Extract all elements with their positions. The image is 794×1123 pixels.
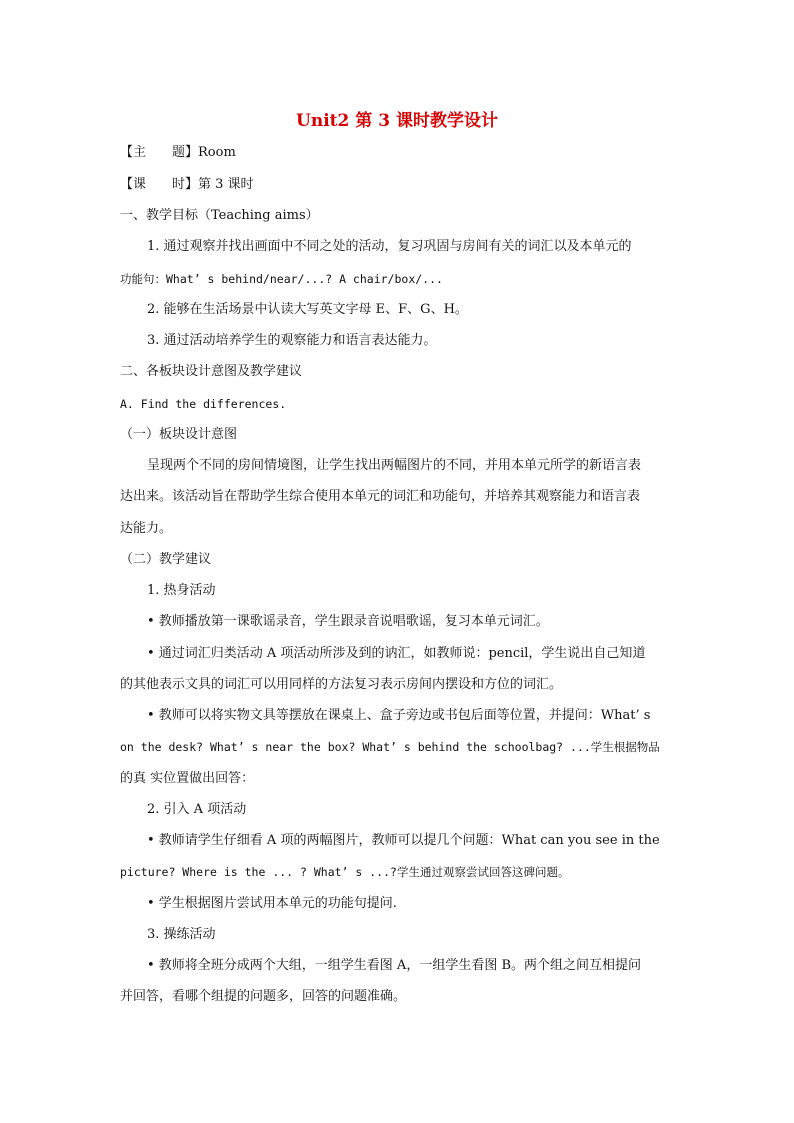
intent-paragraph-line-2: 达出来。该活动旨在帮助学生综合使用本单元的词汇和功能句，并培养其观察能力和语言表: [120, 489, 641, 504]
activity-a-heading: A. Find the differences.: [120, 397, 287, 411]
step-3-heading: 3. 操练活动: [147, 927, 216, 942]
bullet-line: • 教师将全班分成两个大组，一组学生看图 A，一组学生看图 B。两个组之间互相提问: [147, 958, 642, 973]
bullet-line: • 通过词汇归类活动 A 项活动所涉及到的讷汇，如教师说：pencil，学生说出自己知道: [147, 646, 646, 661]
step-2-heading: 2. 引入 A 项活动: [147, 802, 247, 817]
topic-line: 【主 题】Room: [120, 145, 236, 160]
intent-paragraph-line-1: 呈现两个不同的房间情境图，让学生找出两幅图片的不同，并用本单元所学的新语言表: [147, 458, 642, 473]
bullet-continuation: 的真 实位置做出回答：: [120, 771, 255, 786]
bullet-continuation: 并回答，看哪个组提的问题多，回答的问题准确。: [120, 989, 407, 1004]
section-heading-aims: 一、教学目标（Teaching aims）: [120, 208, 319, 223]
document-title: Unit2 第 3 课时教学设计: [296, 111, 498, 131]
lesson-line: 【课 时】第 3 课时: [120, 177, 254, 192]
bullet-line: • 教师播放第一课歌谣录音，学生跟录音说唱歌谣，复习本单元词汇。: [147, 614, 549, 629]
step-1-heading: 1. 热身活动: [147, 583, 216, 598]
bullet-line: • 学生根据图片尝试用本单元的功能句提问.: [147, 896, 397, 911]
intent-paragraph-line-3: 达能力。: [120, 521, 173, 536]
bullet-continuation: on the desk? What’ s near the box? What’ s behind the schoolbag? ...学生根据物品: [120, 740, 660, 754]
subsection-intent: （一）板块设计意图: [120, 427, 238, 442]
aim-1-line: 1. 通过观察并找出画面中不同之处的活动，复习巩固与房间有关的词汇以及本单元的: [147, 239, 632, 254]
bullet-continuation: picture? Where is the ... ? What’ s ...?学生通过观察尝试回答这碑问题。: [120, 865, 570, 879]
bullet-continuation: 的其他表示文具的词汇可以用同样的方法复习表示房间内摆设和方位的词汇。: [120, 677, 563, 692]
aim-2-line: 2. 能够在生活场景中认读大写英文字母 E、F、G、H。: [147, 302, 468, 317]
aim-3-line: 3. 通过活动培养学生的观察能力和语言表达能力。: [147, 333, 437, 348]
aim-1-continuation: 功能句：What’ s behind/near/...? A chair/box/...: [120, 272, 443, 286]
section-heading-design: 二、各板块设计意图及教学建议: [120, 364, 303, 379]
subsection-suggestions: （二）教学建议: [120, 552, 212, 567]
bullet-line: • 教师请学生仔细看 A 项的两幅图片，教师可以提几个问题：What can you see in the: [147, 833, 660, 848]
bullet-line: • 教师可以将实物文具等摆放在课桌上、盒子旁边或书包后面等位置，并提问：What’ s: [147, 708, 651, 723]
